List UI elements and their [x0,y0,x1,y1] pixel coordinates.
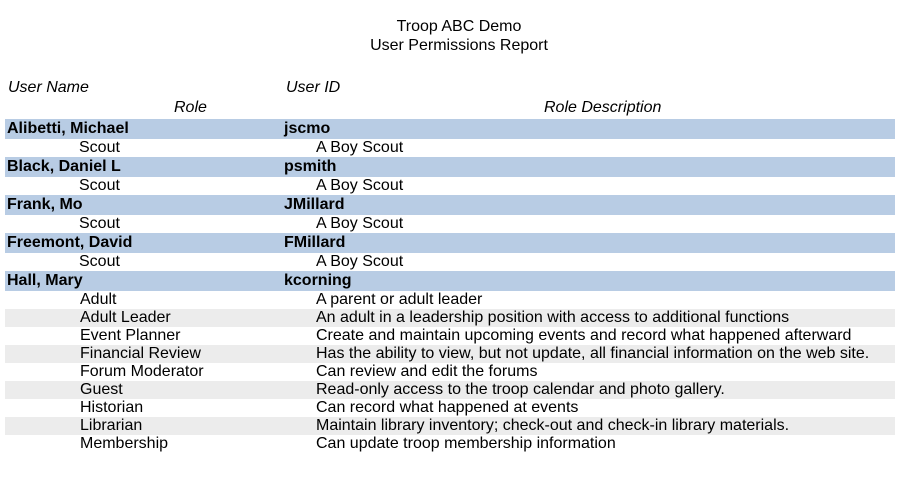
role-row [5,215,895,233]
header-user-id: User ID [286,79,341,96]
role-description: Create and maintain upcoming events and record what happened afterward [316,327,852,344]
user-id: FMillard [284,234,346,251]
role-description: Can update troop membership information [316,435,616,452]
role-name: Scout [79,253,120,270]
user-name: Freemont, David [7,234,133,251]
role-description: Has the ability to view, but not update, all financial information on the web site. [316,345,870,362]
user-name: Hall, Mary [7,272,83,289]
role-name: Historian [80,399,144,416]
role-row [5,291,895,309]
role-name: Event Planner [80,327,181,344]
role-row [5,345,895,363]
user-name: Frank, Mo [7,196,83,213]
org-title: Troop ABC Demo [396,18,522,35]
user-permissions-table [0,119,900,453]
role-row [5,253,895,271]
role-row [5,435,895,453]
role-name: Membership [80,435,169,452]
user-row [5,233,895,253]
role-description: An adult in a leadership position with access to additional functions [316,309,790,326]
role-description: A Boy Scout [316,139,404,156]
user-row [5,271,895,291]
role-row [5,417,895,435]
role-description: Can record what happened at events [316,399,579,416]
role-row [5,327,895,345]
role-row [5,363,895,381]
user-row [5,195,895,215]
role-name: Financial Review [80,345,201,362]
role-description: Can review and edit the forums [316,363,538,380]
user-id: kcorning [284,272,352,289]
user-id: JMillard [284,196,345,213]
role-row [5,399,895,417]
user-id: psmith [284,158,337,175]
role-description: A Boy Scout [316,177,404,194]
user-name: Black, Daniel L [7,158,121,175]
role-row [5,381,895,399]
header-role-description: Role Description [544,99,662,116]
role-row [5,309,895,327]
role-description: Read-only access to the troop calendar and photo gallery. [316,381,725,398]
role-name: Scout [79,177,120,194]
role-description: A Boy Scout [316,253,404,270]
user-row [5,119,895,139]
role-name: Scout [79,139,120,156]
header-role: Role [174,99,207,116]
report-title: User Permissions Report [370,37,548,54]
user-id: jscmo [284,120,331,137]
role-description: Maintain library inventory; check-out and check-in library materials. [316,417,790,434]
role-row [5,177,895,195]
role-name: Librarian [80,417,143,434]
role-name: Guest [80,381,123,398]
user-name: Alibetti, Michael [7,120,129,137]
report-title-block [0,17,900,55]
role-name: Adult Leader [80,309,171,326]
user-row [5,157,895,177]
role-name: Scout [79,215,120,232]
header-user-name: User Name [8,79,89,96]
role-name: Adult [80,291,117,308]
role-description: A Boy Scout [316,215,404,232]
role-row [5,139,895,157]
role-name: Forum Moderator [80,363,204,380]
role-description: A parent or adult leader [316,291,483,308]
